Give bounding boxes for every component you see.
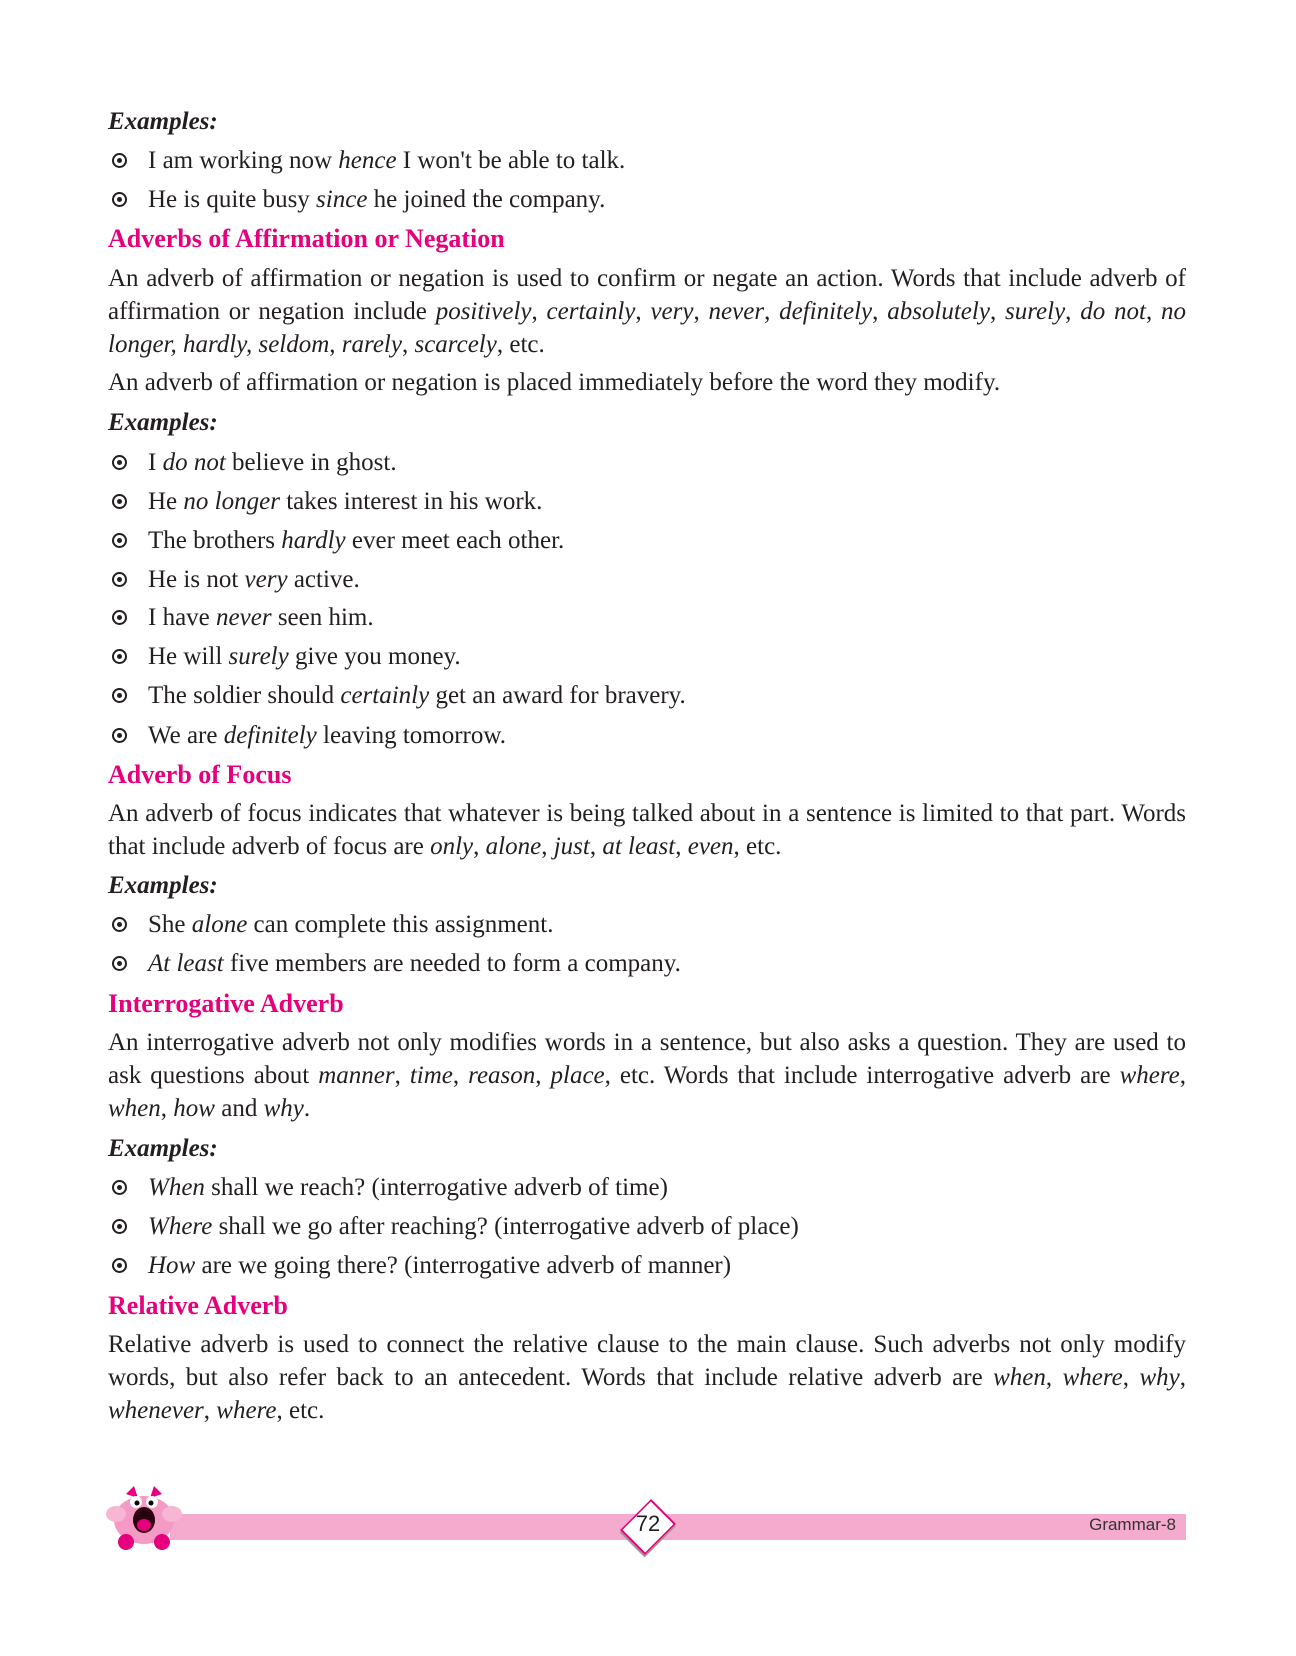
text: Examples: [108,872,218,899]
circle-bullet-icon [112,192,127,207]
emphasized-text: very [650,298,694,325]
emphasized-text: very [244,566,288,593]
mascot-icon [104,1484,184,1550]
emphasized-text: manner [318,1062,395,1089]
text: , [764,298,780,325]
text: , [394,1062,410,1089]
bullet-item [108,144,1226,177]
emphasized-text: positively [435,298,532,325]
emphasized-text: how [173,1095,215,1122]
emphasized-text: absolutely [887,298,990,325]
section-heading [108,1289,1186,1322]
circle-bullet-icon [112,917,127,932]
emphasized-text: alone [191,911,248,938]
paragraph [108,262,1186,361]
paragraph [108,366,1186,399]
text: Interrogative Adverb [108,989,344,1018]
emphasized-text: when [993,1364,1046,1391]
circle-bullet-icon [112,494,127,509]
section-heading [108,758,1186,791]
text: shall we reach? (interrogative adverb of time) [204,1174,668,1201]
bullet-item [108,601,1226,634]
emphasized-text: alone [485,833,542,860]
text: He will [148,643,229,670]
emphasized-text: do not [162,449,226,476]
bullet-item [108,1249,1226,1282]
text: , [535,1062,551,1089]
text: I won't be able to talk. [396,147,626,174]
text: , [1179,1364,1187,1391]
paragraph [108,1026,1186,1125]
text: Relative Adverb [108,1291,288,1320]
examples-label [108,406,1186,439]
text: , etc. Words that include interrogative adverb are [604,1062,1120,1089]
emphasized-text: when [108,1095,161,1122]
page-number: 72 [635,1511,661,1536]
text: I [148,449,163,476]
emphasized-text: certainly [340,682,430,709]
bullet-item [108,640,1226,673]
book-title: Grammar-8 [1089,1515,1176,1534]
circle-bullet-icon [112,572,127,587]
emphasized-text: only [430,833,474,860]
text: and [214,1095,264,1122]
text: active. [287,566,360,593]
text: , [531,298,547,325]
emphasized-text: surely [228,643,289,670]
bullet-item [108,446,1226,479]
text: An adverb of focus indicates that whatever is being talked about in a sentence is limited to that part. Words that include adverb of focus are [108,800,1186,860]
text: believe in ghost. [225,449,397,476]
circle-bullet-icon [112,1219,127,1234]
circle-bullet-icon [112,1180,127,1195]
text: She [148,911,192,938]
emphasized-text: just [553,833,590,860]
text: , [1122,1364,1140,1391]
emphasized-text: hence [338,147,397,174]
emphasized-text: place [550,1062,605,1089]
text: are we going there? (interrogative adverb of manner) [195,1252,732,1279]
text: leaving tomorrow. [316,722,507,749]
bullet-item [108,679,1226,712]
emphasized-text: since [316,186,368,213]
emphasized-text: rarely [341,331,402,358]
text: seen him. [271,604,374,631]
emphasized-text: hardly [281,527,346,554]
text: Adverb of Focus [108,760,292,789]
emphasized-text: certainly [546,298,636,325]
emphasized-text: why [263,1095,304,1122]
bullet-item [108,524,1226,557]
emphasized-text: no longer, hardly, seldom [108,298,1187,358]
emphasized-text: no longer [183,488,280,515]
emphasized-text: never [708,298,765,325]
text: , [329,331,342,358]
emphasized-text: When [148,1174,205,1201]
text: give you money. [288,643,461,670]
emphasized-text: reason [468,1062,536,1089]
emphasized-text: even [687,833,734,860]
bullet-item [108,485,1226,518]
circle-bullet-icon [112,455,127,470]
examples-label [108,1132,1186,1165]
text: I am working now [148,147,339,174]
text: The brothers [148,527,282,554]
circle-bullet-icon [112,649,127,664]
examples-label [108,869,1186,902]
circle-bullet-icon [112,610,127,625]
text: , etc. [276,1397,325,1424]
text: , [401,331,415,358]
text: five members are needed to form a company. [223,950,681,977]
text: get an award for bravery. [429,682,686,709]
bullet-item [108,1171,1226,1204]
text: An adverb of affirmation or negation is used to confirm or negate an action. Words that include adverb of affirmation or negation include [108,265,1186,325]
text: He [148,488,184,515]
text: , [473,833,486,860]
text: We are [148,722,224,749]
emphasized-text: why [1139,1364,1180,1391]
text: Relative adverb is used to connect the relative clause to the main clause. Such adverbs not only modify words, but also refer back to an antecedent. Words that include relative adverb are [108,1331,1186,1391]
text: He is quite busy [148,186,317,213]
text: Adverbs of Affirmation or Negation [108,224,505,253]
text: An adverb of affirmation or negation is placed immediately before the word they modify. [108,369,1001,396]
text: , [452,1062,469,1089]
text: Examples: [108,409,218,436]
circle-bullet-icon [112,728,127,743]
text: The soldier should [148,682,341,709]
text: Examples: [108,1135,218,1162]
text: , [635,298,651,325]
text: , [160,1095,174,1122]
text: , [1179,1062,1187,1089]
text: ever meet each other. [345,527,565,554]
bullet-item [108,719,1226,752]
emphasized-text: How [148,1252,196,1279]
paragraph [108,797,1186,863]
bullet-item [108,183,1226,216]
emphasized-text: At least [148,950,224,977]
text: , [1065,298,1081,325]
emphasized-text: where [216,1397,277,1424]
circle-bullet-icon [112,1258,127,1273]
text: he joined the company. [367,186,606,213]
emphasized-text: definitely [779,298,873,325]
text: An interrogative adverb not only modifies words in a sentence, but also asks a question. They are used to ask questions about [108,1029,1186,1089]
bullet-item [108,908,1226,941]
emphasized-text: never [216,604,272,631]
bullet-item [108,947,1226,980]
text: , [541,833,554,860]
section-heading [108,987,1186,1020]
bullet-item [108,563,1226,596]
text: , [1045,1364,1063,1391]
emphasized-text: do not [1080,298,1146,325]
circle-bullet-icon [112,688,127,703]
emphasized-text: time [409,1062,453,1089]
circle-bullet-icon [112,533,127,548]
text: can complete this assignment. [247,911,554,938]
text: , [693,298,709,325]
circle-bullet-icon [112,956,127,971]
text: , [872,298,888,325]
examples-label [108,105,1186,138]
text: , [989,298,1005,325]
emphasized-text: where [1119,1062,1180,1089]
emphasized-text: Where [148,1213,213,1240]
text: Examples: [108,108,218,135]
emphasized-text: at least [602,833,676,860]
text: , [589,833,603,860]
text: He is not [148,566,245,593]
text: , [1145,298,1162,325]
text: , etc. [733,833,782,860]
emphasized-text: where [1062,1364,1123,1391]
paragraph [108,1328,1186,1427]
text: , etc. [496,331,545,358]
circle-bullet-icon [112,153,127,168]
text: I have [148,604,217,631]
section-heading [108,222,1186,255]
text: shall we go after reaching? (interrogative adverb of place) [212,1213,799,1240]
text: , [203,1397,217,1424]
emphasized-text: whenever [108,1397,204,1424]
emphasized-text: definitely [223,722,317,749]
text: takes interest in his work. [279,488,543,515]
text: . [303,1095,311,1122]
emphasized-text: scarcely [414,331,497,358]
text: , [675,833,688,860]
bullet-item [108,1210,1226,1243]
emphasized-text: surely [1005,298,1066,325]
